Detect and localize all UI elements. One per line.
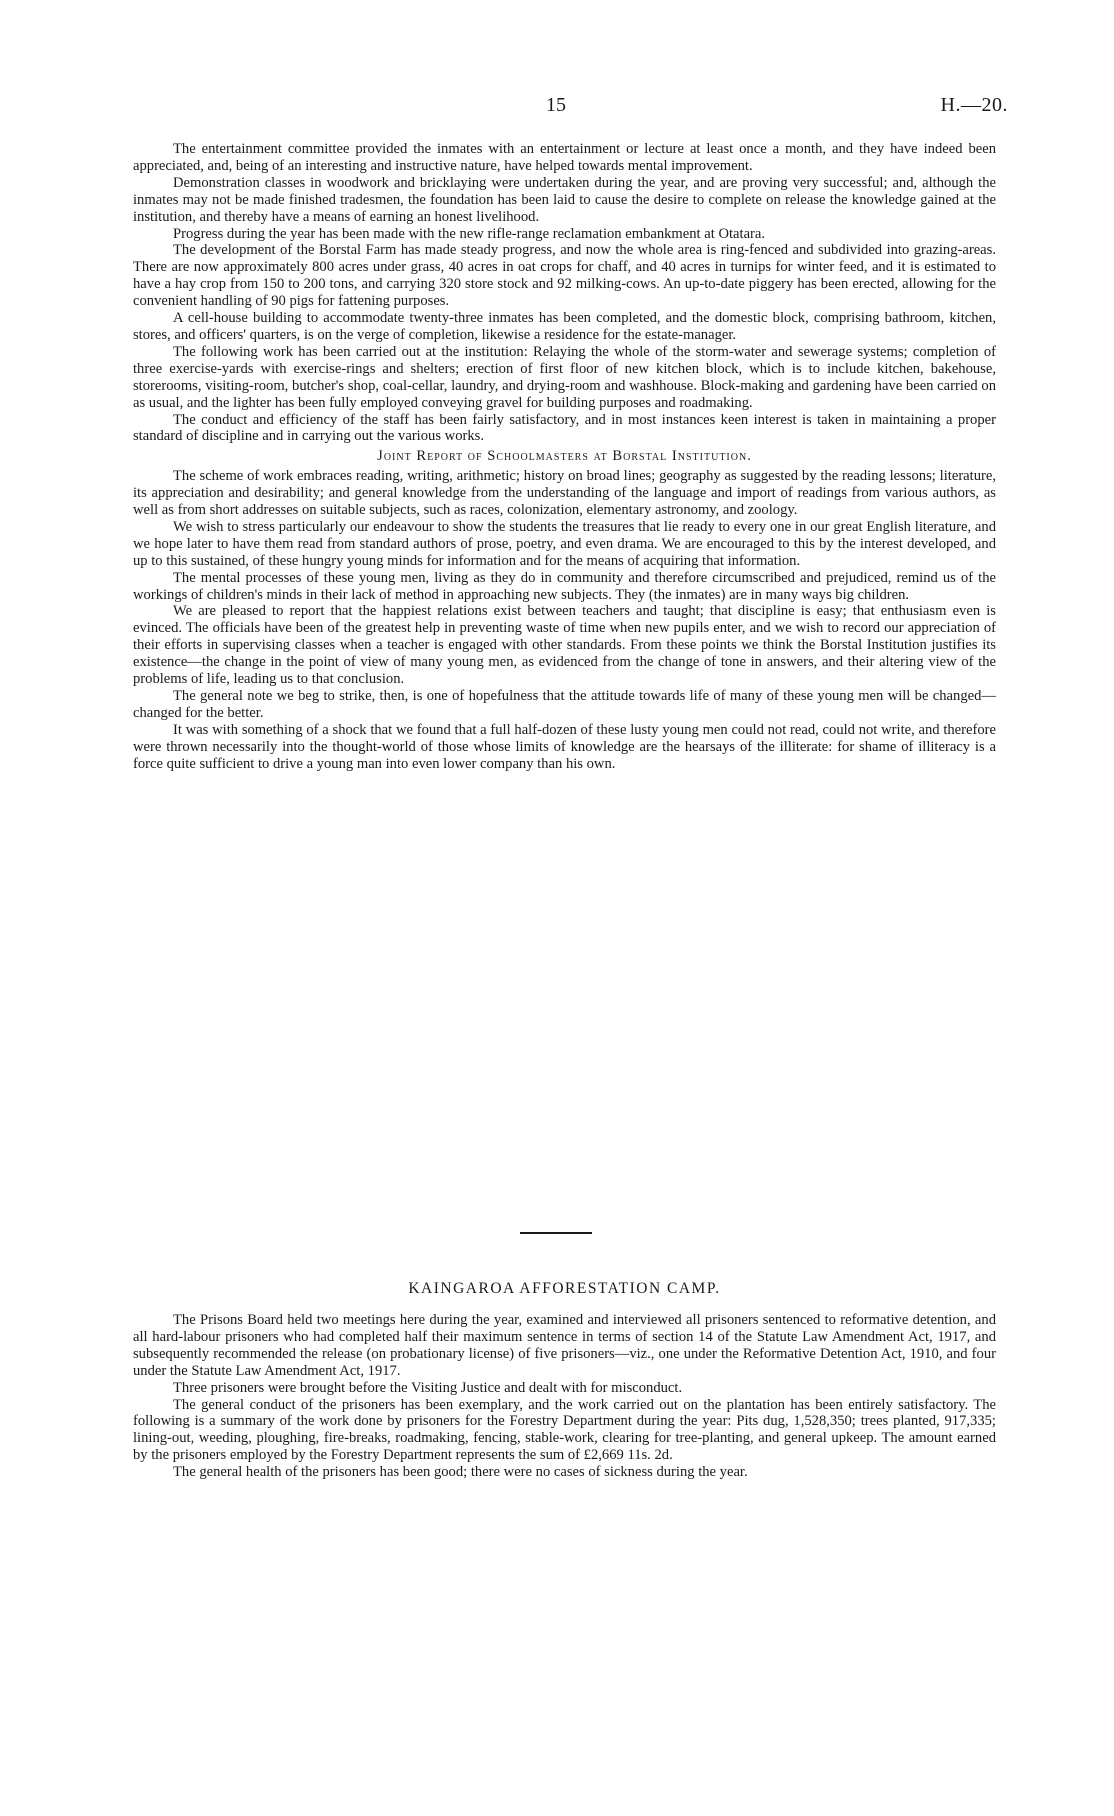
document-reference: H.—20. [940,94,1008,116]
paragraph: Progress during the year has been made with the new rifle-range reclamation embankment at Otatara. [173,225,766,242]
paragraph: The entertainment committee provided the inmates with an entertainment or lecture at least once a month, and they have indeed been appreciated, and, being of an interesting and instructive nature, have helped towards mental improvement. [133,141,996,174]
page-number: 15 [546,94,566,116]
paragraph: The general note we beg to strike, then, is one of hopefulness that the attitude towards life of many of these young men will be changed—changed for the better. [133,688,996,721]
borstal-report-section [133,141,996,773]
paragraph: The Prisons Board held two meetings here during the year, examined and interviewed all prisoners sentenced to reformative detention, and all hard-labour prisoners who had completed half their maximum sentence in terms of section 14 of the Statute Law Amendment Act, 1917, and subsequently recommended the release (on probationary license) of five prisoners—viz., one under the Reformative Detention Act, 1910, and four under the Statute Law Amendment Act, 1917. [133,1312,996,1379]
paragraph: The development of the Borstal Farm has made steady progress, and now the whole area is ring-fenced and subdivided into grazing-areas. There are now approximately 800 acres under grass, 40 acres in oat crops for chaff, and 40 acres in turnips for winter feed, and it is estimated to have a hay crop from 150 to 200 tons, and carrying 320 store stock and 92 milking-cows. An up-to-date piggery has been erected, allowing for the convenient handling of 90 pigs for fattening purposes. [133,242,996,310]
paragraph: The mental processes of these young men, living as they do in community and therefore circumscribed and prejudiced, remind us of the workings of children's minds in their lack of method in approaching new subjects. They (the inmates) are in many ways big children. [133,569,996,603]
paragraph: It was with something of a shock that we found that a full half-dozen of these lusty young men could not read, could not write, and therefore were thrown necessarily into the thought-world of those whose limits of knowledge are the hearsays of the illiterate: for shame of illiteracy is a force quite sufficient to drive a young man into even lower company than his own. [133,721,996,772]
paragraph: The general health of the prisoners has been good; there were no cases of sickness during the year. [173,1464,748,1481]
kaingaroa-section [133,1312,996,1481]
paragraph: A cell-house building to accommodate twenty-three inmates has been completed, and the domestic block, comprising bathroom, kitchen, stores, and officers' quarters, is on the verge of completion, likewise a residence for the estate-manager. [133,310,996,343]
joint-report-heading: Joint Report of Schoolmasters at Borstal Institution. [377,448,752,465]
paragraph: Three prisoners were brought before the Visiting Justice and dealt with for misconduct. [173,1379,683,1396]
paragraph: The general conduct of the prisoners has been exemplary, and the work carried out on the plantation has been entirely satisfactory. The following is a summary of the work done by prisoners for the Forestry Department during the year: Pits dug, 1,528,350; trees planted, 917,335; lining-out, weeding, ploughing, fire-breaks, roadmaking, fencing, stable-work, clearing for tree-planting, and general upkeep. The amount earned by the prisoners employed by the Forestry Department represents the sum of £2,669 11s. 2d. [133,1396,996,1464]
paragraph: We are pleased to report that the happiest relations exist between teachers and taught; that discipline is easy; that enthusiasm even is evinced. The officials have been of the greatest help in preventing waste of time when new pupils enter, and we wish to record our appreciation of their efforts in supervising classes when a teacher is engaged with other standards. From these points we think the Borstal Institution justifies its existence—the change in the point of view of many young men, as evidenced from the change of tone in answers, and their altering view of the problems of life, leading us to that conclusion. [133,603,996,688]
paragraph: We wish to stress particularly our endeavour to show the students the treasures that lie ready to every one in our great English literature, and we hope later to have them read from standard authors of prose, poetry, and even drama. We are encouraged to this by the interest developed, and up to this sustained, of these hungry young minds for information and for the means of acquiring that information. [133,518,996,569]
paragraph: Demonstration classes in woodwork and bricklaying were undertaken during the year, and are proving very successful; and, although the inmates may not be made finished tradesmen, the foundation has been laid to cause the desire to complete on release the knowledge gained at the institution, and thereby have a means of earning an honest livelihood. [133,174,996,225]
paragraph: The conduct and efficiency of the staff has been fairly satisfactory, and in most instances keen interest is taken in maintaining a proper standard of discipline and in carrying out the various works. [133,411,996,445]
paragraph: The scheme of work embraces reading, writing, arithmetic; history on broad lines; geography as suggested by the reading lessons; literature, its appreciation and desirability; and general knowledge from the understanding of the language and import of readings from various authors, as well as from short addresses on suitable subjects, such as races, colonization, elementary astronomy, and zoology. [133,468,996,519]
kaingaroa-heading: KAINGAROA AFFORESTATION CAMP. [408,1280,721,1297]
section-divider [520,1232,592,1234]
paragraph: The following work has been carried out at the institution: Relaying the whole of the storm-water and sewerage systems; completion of three exercise-yards with exercise-rings and shelters; erection of first floor of new kitchen block, which is to include kitchen, bakehouse, storerooms, visiting-room, butcher's shop, coal-cellar, laundry, and drying-room and washhouse. Block-making and gardening have been carried on as usual, and the lighter has been fully employed conveying gravel for building purposes and roadmaking. [133,343,996,411]
